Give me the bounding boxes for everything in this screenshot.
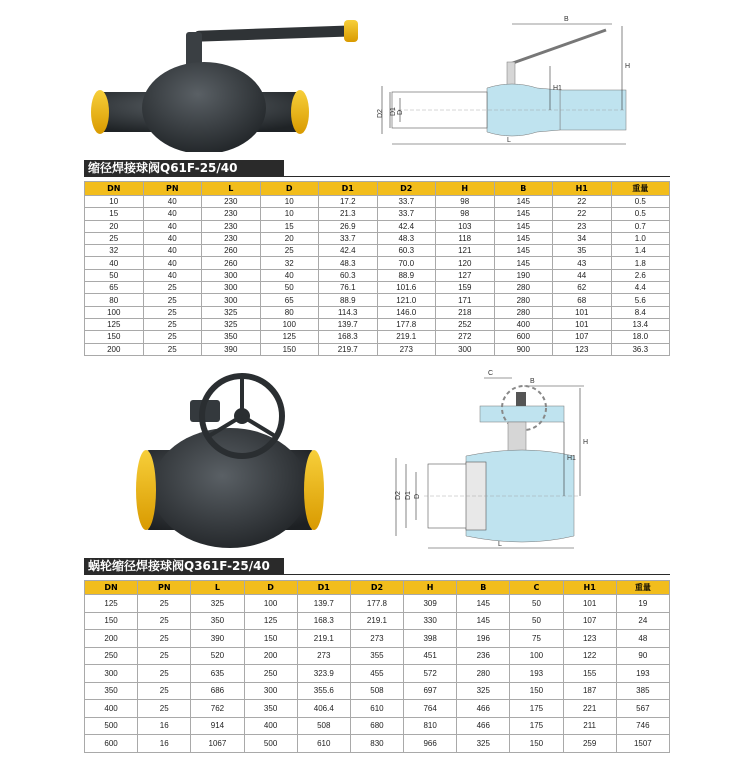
table-cell: 300 bbox=[202, 269, 261, 281]
table-cell: 810 bbox=[404, 717, 457, 735]
table-cell: 175 bbox=[510, 717, 563, 735]
table-cell: 60.3 bbox=[319, 269, 378, 281]
section2-title: 蜗轮缩径焊接球阀Q361F-25/40 bbox=[84, 558, 284, 575]
table-row bbox=[85, 630, 670, 648]
table-cell: 350 bbox=[85, 682, 138, 700]
table-cell: 34 bbox=[553, 232, 612, 244]
table-cell: 21.3 bbox=[319, 208, 378, 220]
drawing1-label-h1: H1 bbox=[553, 85, 562, 92]
table-cell: 1.8 bbox=[611, 257, 670, 269]
table-cell: 252 bbox=[436, 318, 495, 330]
table-cell: 259 bbox=[563, 735, 616, 753]
table-row bbox=[85, 682, 670, 700]
table-cell: 127 bbox=[436, 269, 495, 281]
table-cell: 16 bbox=[138, 717, 191, 735]
table-cell: 219.1 bbox=[377, 331, 436, 343]
table-cell: 100 bbox=[510, 647, 563, 665]
table-cell: 168.3 bbox=[319, 331, 378, 343]
table-cell: 221 bbox=[563, 700, 616, 718]
table-cell: 50 bbox=[510, 595, 563, 613]
table-cell: 218 bbox=[436, 306, 495, 318]
table-cell: 24 bbox=[616, 612, 669, 630]
table-cell: 26.9 bbox=[319, 220, 378, 232]
table-cell: 40 bbox=[143, 232, 202, 244]
table-cell: 455 bbox=[350, 665, 403, 683]
table-cell: 272 bbox=[436, 331, 495, 343]
table-cell: 125 bbox=[85, 595, 138, 613]
table-cell: 33.7 bbox=[377, 208, 436, 220]
table-row bbox=[85, 269, 670, 281]
table-cell: 48.3 bbox=[319, 257, 378, 269]
table-cell: 22 bbox=[553, 208, 612, 220]
table-cell: 40 bbox=[143, 196, 202, 208]
table-cell: 762 bbox=[191, 700, 244, 718]
table-cell: 60.3 bbox=[377, 245, 436, 257]
table-cell: 48 bbox=[616, 630, 669, 648]
table-cell: 145 bbox=[494, 245, 553, 257]
section1-title: 缩径焊接球阀Q61F-25/40 bbox=[84, 160, 284, 177]
table-cell: 390 bbox=[191, 630, 244, 648]
lever-ball-valve-photo bbox=[86, 14, 366, 152]
table-cell: 300 bbox=[202, 282, 261, 294]
table-cell: 36.3 bbox=[611, 343, 670, 355]
table-cell: 25 bbox=[143, 343, 202, 355]
table-cell: 572 bbox=[404, 665, 457, 683]
drawing1-label-h: H bbox=[625, 63, 631, 70]
table-cell: 70.0 bbox=[377, 257, 436, 269]
table-cell: 146.0 bbox=[377, 306, 436, 318]
table-cell: 273 bbox=[350, 630, 403, 648]
table-cell: 10 bbox=[260, 196, 319, 208]
table-cell: 145 bbox=[494, 220, 553, 232]
drawing2-label-b: B bbox=[530, 378, 535, 385]
table-cell: 466 bbox=[457, 700, 510, 718]
table-cell: 508 bbox=[297, 717, 350, 735]
table-cell: 330 bbox=[404, 612, 457, 630]
table-cell: 325 bbox=[202, 318, 261, 330]
table-cell: 230 bbox=[202, 196, 261, 208]
table-cell: 600 bbox=[85, 735, 138, 753]
table-row bbox=[85, 735, 670, 753]
table-cell: 567 bbox=[616, 700, 669, 718]
table-cell: 123 bbox=[553, 343, 612, 355]
table-cell: 145 bbox=[457, 612, 510, 630]
column-header: DN bbox=[85, 581, 138, 595]
table-cell: 25 bbox=[143, 294, 202, 306]
column-header: 重量 bbox=[616, 581, 669, 595]
table-cell: 25 bbox=[138, 595, 191, 613]
table-cell: 23 bbox=[553, 220, 612, 232]
table-cell: 680 bbox=[350, 717, 403, 735]
table-cell: 68 bbox=[553, 294, 612, 306]
table-cell: 101.6 bbox=[377, 282, 436, 294]
table-cell: 150 bbox=[510, 682, 563, 700]
table-cell: 610 bbox=[297, 735, 350, 753]
table-cell: 200 bbox=[244, 647, 297, 665]
table-row bbox=[85, 306, 670, 318]
table-row bbox=[85, 717, 670, 735]
table-cell: 16 bbox=[138, 735, 191, 753]
table-cell: 103 bbox=[436, 220, 495, 232]
table-cell: 300 bbox=[202, 294, 261, 306]
table-cell: 40 bbox=[143, 269, 202, 281]
table-cell: 80 bbox=[85, 294, 144, 306]
table-cell: 325 bbox=[191, 595, 244, 613]
drawing2-label-c: C bbox=[488, 370, 494, 377]
table-row bbox=[85, 647, 670, 665]
table-cell: 4.4 bbox=[611, 282, 670, 294]
table-row bbox=[85, 700, 670, 718]
table-cell: 145 bbox=[457, 595, 510, 613]
table-cell: 355 bbox=[350, 647, 403, 665]
table-cell: 508 bbox=[350, 682, 403, 700]
table-cell: 168.3 bbox=[297, 612, 350, 630]
column-header: C bbox=[510, 581, 563, 595]
table-cell: 25 bbox=[138, 630, 191, 648]
column-header: D1 bbox=[297, 581, 350, 595]
table-cell: 121.0 bbox=[377, 294, 436, 306]
table-cell: 190 bbox=[494, 269, 553, 281]
table-cell: 76.1 bbox=[319, 282, 378, 294]
table-cell: 88.9 bbox=[377, 269, 436, 281]
table-cell: 466 bbox=[457, 717, 510, 735]
table-row bbox=[85, 595, 670, 613]
column-header: B bbox=[457, 581, 510, 595]
table-cell: 114.3 bbox=[319, 306, 378, 318]
table-cell: 171 bbox=[436, 294, 495, 306]
section2-spec-table bbox=[84, 580, 670, 753]
table-cell: 400 bbox=[85, 700, 138, 718]
table-cell: 25 bbox=[138, 647, 191, 665]
table-cell: 600 bbox=[494, 331, 553, 343]
table-cell: 90 bbox=[616, 647, 669, 665]
table-cell: 250 bbox=[244, 665, 297, 683]
table-cell: 25 bbox=[138, 612, 191, 630]
table-cell: 1.0 bbox=[611, 232, 670, 244]
table-cell: 697 bbox=[404, 682, 457, 700]
table-cell: 196 bbox=[457, 630, 510, 648]
table-cell: 500 bbox=[85, 717, 138, 735]
table-cell: 32 bbox=[85, 245, 144, 257]
table-cell: 88.9 bbox=[319, 294, 378, 306]
table-cell: 219.1 bbox=[350, 612, 403, 630]
table-cell: 1507 bbox=[616, 735, 669, 753]
column-header: H bbox=[404, 581, 457, 595]
table-cell: 25 bbox=[143, 306, 202, 318]
table-cell: 219.1 bbox=[297, 630, 350, 648]
table-cell: 400 bbox=[494, 318, 553, 330]
table-cell: 19 bbox=[616, 595, 669, 613]
table-cell: 48.3 bbox=[377, 232, 436, 244]
table-row bbox=[85, 220, 670, 232]
table-cell: 193 bbox=[616, 665, 669, 683]
table-cell: 200 bbox=[85, 630, 138, 648]
drawing2-label-h1: H1 bbox=[567, 455, 576, 462]
worm-gear-valve-dimension-drawing bbox=[384, 364, 616, 552]
table-cell: 5.6 bbox=[611, 294, 670, 306]
table-cell: 40 bbox=[260, 269, 319, 281]
table-row bbox=[85, 318, 670, 330]
table-cell: 139.7 bbox=[319, 318, 378, 330]
table-cell: 150 bbox=[244, 630, 297, 648]
table-cell: 177.8 bbox=[350, 595, 403, 613]
table-cell: 33.7 bbox=[377, 196, 436, 208]
table-cell: 100 bbox=[260, 318, 319, 330]
drawing2-label-d2: D2 bbox=[395, 491, 402, 500]
table-cell: 2.6 bbox=[611, 269, 670, 281]
table-cell: 44 bbox=[553, 269, 612, 281]
table-cell: 33.7 bbox=[319, 232, 378, 244]
column-header: D2 bbox=[350, 581, 403, 595]
column-header: L bbox=[191, 581, 244, 595]
table-cell: 125 bbox=[85, 318, 144, 330]
lever-valve-dimension-drawing bbox=[372, 6, 652, 154]
table-cell: 10 bbox=[85, 196, 144, 208]
table-cell: 1067 bbox=[191, 735, 244, 753]
column-header: PN bbox=[143, 182, 202, 196]
table-cell: 325 bbox=[202, 306, 261, 318]
table-cell: 145 bbox=[494, 232, 553, 244]
table-cell: 187 bbox=[563, 682, 616, 700]
table-cell: 273 bbox=[377, 343, 436, 355]
table-cell: 155 bbox=[563, 665, 616, 683]
worm-gear-ball-valve-photo bbox=[130, 372, 330, 552]
table-cell: 25 bbox=[143, 282, 202, 294]
table-cell: 42.4 bbox=[319, 245, 378, 257]
table-cell: 300 bbox=[436, 343, 495, 355]
table-cell: 13.4 bbox=[611, 318, 670, 330]
table-cell: 32 bbox=[260, 257, 319, 269]
table-cell: 20 bbox=[85, 220, 144, 232]
table-cell: 219.7 bbox=[319, 343, 378, 355]
table-cell: 500 bbox=[244, 735, 297, 753]
column-header: D2 bbox=[377, 182, 436, 196]
table-cell: 101 bbox=[553, 318, 612, 330]
table-cell: 300 bbox=[244, 682, 297, 700]
table-cell: 123 bbox=[563, 630, 616, 648]
table-cell: 40 bbox=[85, 257, 144, 269]
table-row bbox=[85, 232, 670, 244]
table-cell: 177.8 bbox=[377, 318, 436, 330]
table-cell: 25 bbox=[138, 700, 191, 718]
drawing2-label-d: D bbox=[414, 493, 421, 499]
table-cell: 1.4 bbox=[611, 245, 670, 257]
table-cell: 900 bbox=[494, 343, 553, 355]
table-row bbox=[85, 245, 670, 257]
table-cell: 309 bbox=[404, 595, 457, 613]
table-cell: 230 bbox=[202, 220, 261, 232]
table-cell: 40 bbox=[143, 208, 202, 220]
table-cell: 62 bbox=[553, 282, 612, 294]
table-cell: 98 bbox=[436, 196, 495, 208]
table-cell: 323.9 bbox=[297, 665, 350, 683]
table-cell: 250 bbox=[85, 647, 138, 665]
table-cell: 107 bbox=[553, 331, 612, 343]
table-cell: 325 bbox=[457, 735, 510, 753]
column-header: H bbox=[436, 182, 495, 196]
table-cell: 350 bbox=[191, 612, 244, 630]
table-cell: 355.6 bbox=[297, 682, 350, 700]
table-cell: 0.7 bbox=[611, 220, 670, 232]
table-cell: 25 bbox=[85, 232, 144, 244]
table-cell: 25 bbox=[260, 245, 319, 257]
table-cell: 101 bbox=[563, 595, 616, 613]
table-cell: 273 bbox=[297, 647, 350, 665]
table-cell: 50 bbox=[85, 269, 144, 281]
table-cell: 400 bbox=[244, 717, 297, 735]
table-cell: 0.5 bbox=[611, 208, 670, 220]
table-cell: 280 bbox=[457, 665, 510, 683]
drawing2-label-d1: D1 bbox=[405, 491, 412, 500]
drawing1-label-d2: D2 bbox=[377, 109, 384, 118]
table-cell: 22 bbox=[553, 196, 612, 208]
table-cell: 20 bbox=[260, 232, 319, 244]
table-cell: 139.7 bbox=[297, 595, 350, 613]
table-cell: 175 bbox=[510, 700, 563, 718]
table-cell: 0.5 bbox=[611, 196, 670, 208]
table-cell: 280 bbox=[494, 282, 553, 294]
table-cell: 8.4 bbox=[611, 306, 670, 318]
table-cell: 80 bbox=[260, 306, 319, 318]
table-cell: 18.0 bbox=[611, 331, 670, 343]
table-cell: 325 bbox=[457, 682, 510, 700]
table-cell: 610 bbox=[350, 700, 403, 718]
column-header: 重量 bbox=[611, 182, 670, 196]
table-cell: 118 bbox=[436, 232, 495, 244]
table-row bbox=[85, 665, 670, 683]
table-cell: 398 bbox=[404, 630, 457, 648]
table-cell: 125 bbox=[260, 331, 319, 343]
table-cell: 100 bbox=[244, 595, 297, 613]
table-cell: 65 bbox=[85, 282, 144, 294]
table-cell: 145 bbox=[494, 257, 553, 269]
column-header: DN bbox=[85, 182, 144, 196]
table-cell: 451 bbox=[404, 647, 457, 665]
table-cell: 300 bbox=[85, 665, 138, 683]
drawing1-label-d1: D1 bbox=[390, 107, 397, 116]
table-cell: 150 bbox=[85, 331, 144, 343]
table-cell: 520 bbox=[191, 647, 244, 665]
column-header: PN bbox=[138, 581, 191, 595]
table-cell: 10 bbox=[260, 208, 319, 220]
table-cell: 100 bbox=[85, 306, 144, 318]
table-cell: 280 bbox=[494, 294, 553, 306]
table-cell: 65 bbox=[260, 294, 319, 306]
table-row bbox=[85, 196, 670, 208]
drawing1-label-b: B bbox=[564, 16, 569, 23]
table-row bbox=[85, 612, 670, 630]
table-cell: 15 bbox=[85, 208, 144, 220]
column-header: D bbox=[260, 182, 319, 196]
drawing1-label-d: D bbox=[397, 109, 404, 115]
table-cell: 120 bbox=[436, 257, 495, 269]
table-cell: 764 bbox=[404, 700, 457, 718]
drawing2-label-l: L bbox=[498, 541, 502, 548]
section2-title-rule bbox=[84, 574, 670, 575]
table-row bbox=[85, 294, 670, 306]
table-cell: 25 bbox=[138, 682, 191, 700]
table-cell: 42.4 bbox=[377, 220, 436, 232]
table-cell: 260 bbox=[202, 245, 261, 257]
drawing2-label-h: H bbox=[583, 439, 589, 446]
table-row bbox=[85, 343, 670, 355]
table-cell: 686 bbox=[191, 682, 244, 700]
table-cell: 914 bbox=[191, 717, 244, 735]
table-cell: 159 bbox=[436, 282, 495, 294]
table-cell: 211 bbox=[563, 717, 616, 735]
column-header: H1 bbox=[553, 182, 612, 196]
table-cell: 635 bbox=[191, 665, 244, 683]
table-cell: 150 bbox=[260, 343, 319, 355]
table-cell: 406.4 bbox=[297, 700, 350, 718]
table-cell: 17.2 bbox=[319, 196, 378, 208]
table-row bbox=[85, 331, 670, 343]
table-cell: 150 bbox=[85, 612, 138, 630]
table-cell: 50 bbox=[260, 282, 319, 294]
column-header: H1 bbox=[563, 581, 616, 595]
table-row bbox=[85, 282, 670, 294]
table-cell: 40 bbox=[143, 257, 202, 269]
table-cell: 145 bbox=[494, 208, 553, 220]
column-header: D1 bbox=[319, 182, 378, 196]
table-cell: 350 bbox=[202, 331, 261, 343]
table-cell: 98 bbox=[436, 208, 495, 220]
table-cell: 230 bbox=[202, 232, 261, 244]
table-row bbox=[85, 208, 670, 220]
table-cell: 40 bbox=[143, 220, 202, 232]
table-cell: 145 bbox=[494, 196, 553, 208]
table-cell: 25 bbox=[143, 331, 202, 343]
column-header: L bbox=[202, 182, 261, 196]
drawing1-label-l: L bbox=[507, 137, 511, 144]
table-cell: 966 bbox=[404, 735, 457, 753]
table-cell: 390 bbox=[202, 343, 261, 355]
table-cell: 50 bbox=[510, 612, 563, 630]
table-cell: 101 bbox=[553, 306, 612, 318]
table-cell: 236 bbox=[457, 647, 510, 665]
table-cell: 200 bbox=[85, 343, 144, 355]
table-cell: 350 bbox=[244, 700, 297, 718]
section1-spec-table bbox=[84, 181, 670, 356]
table-cell: 150 bbox=[510, 735, 563, 753]
table-cell: 107 bbox=[563, 612, 616, 630]
table-cell: 260 bbox=[202, 257, 261, 269]
table-cell: 43 bbox=[553, 257, 612, 269]
table-cell: 125 bbox=[244, 612, 297, 630]
table-cell: 75 bbox=[510, 630, 563, 648]
table-cell: 25 bbox=[143, 318, 202, 330]
table-cell: 40 bbox=[143, 245, 202, 257]
table-cell: 15 bbox=[260, 220, 319, 232]
table-cell: 746 bbox=[616, 717, 669, 735]
table-cell: 385 bbox=[616, 682, 669, 700]
table-cell: 121 bbox=[436, 245, 495, 257]
table-row bbox=[85, 257, 670, 269]
table-cell: 25 bbox=[138, 665, 191, 683]
column-header: B bbox=[494, 182, 553, 196]
table-cell: 830 bbox=[350, 735, 403, 753]
table-cell: 193 bbox=[510, 665, 563, 683]
table-cell: 280 bbox=[494, 306, 553, 318]
column-header: D bbox=[244, 581, 297, 595]
table-cell: 122 bbox=[563, 647, 616, 665]
table-cell: 35 bbox=[553, 245, 612, 257]
section1-title-rule bbox=[84, 176, 670, 177]
table-cell: 230 bbox=[202, 208, 261, 220]
